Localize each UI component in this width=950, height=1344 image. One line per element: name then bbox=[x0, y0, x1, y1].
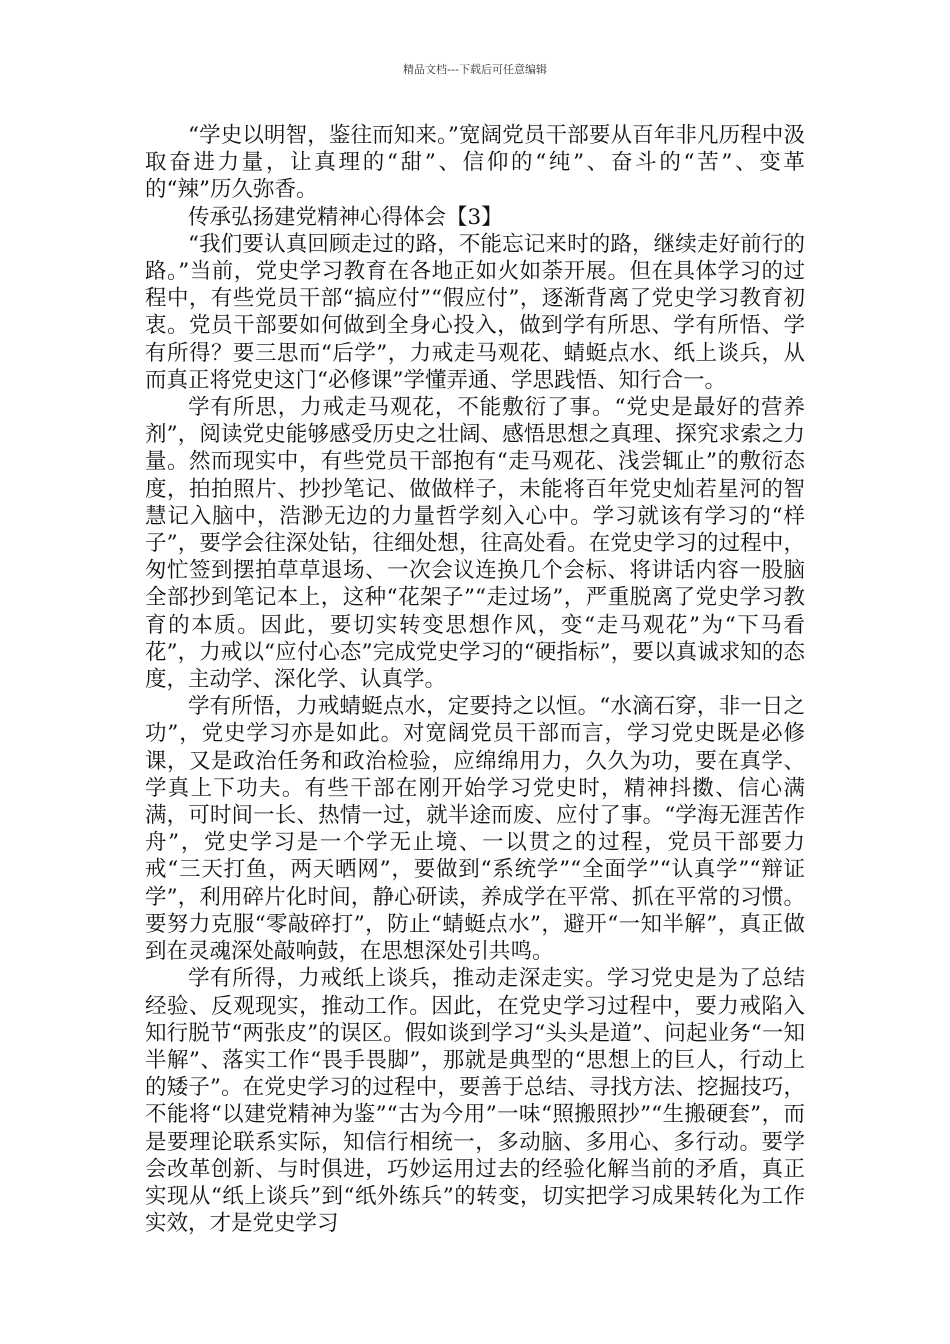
paragraph-1: “我们要认真回顾走过的路，不能忘记来时的路，继续走好前行的路。”当前，党史学习教育在各地正如火如荼开展。但在具体学习的过程中，有些党员干部“搞应付”“假应付”，逐渐背离了党史学习教育初衷。党员干部要如何做到全身心投入，做到学有所思、学有所悟、学有所得？要三思而“后学”，力戒走马观花、蜻蜓点水、纸上谈兵，从而真正将党史这门“必修课”学懂弄通、学思践悟、知行合一。 bbox=[145, 231, 805, 393]
paragraph-4: 学有所得，力戒纸上谈兵，推动走深走实。学习党史是为了总结经验、反观现实，推动工作。因此，在党史学习过程中，要力戒陷入知行脱节“两张皮”的误区。假如谈到学习“头头是道”、问起业务“一知半解”、落实工作“畏手畏脚”，那就是典型的“思想上的巨人，行动上的矮子”。在党史学习的过程中，要善于总结、寻找方法、挖掘技巧，不能将“以建党精神为鉴”“古为今用”一味“照搬照抄”“生搬硬套”，而是要理论联系实际，知信行相统一，多动脑、多用心、多行动。要学会改革创新、与时俱进，巧妙运用过去的经验化解当前的矛盾，真正实现从“纸上谈兵”到“纸外练兵”的转变，切实把学习成果转化为工作实效，才是党史学习 bbox=[145, 966, 806, 1237]
section-heading: 传承弘扬建党精神心得体会【3】 bbox=[188, 204, 503, 230]
paragraph-3: 学有所悟，力戒蜻蜓点水，定要持之以恒。“水滴石穿，非一日之功”，党史学习亦是如此。对宽阔党员干部而言，学习党史既是必修课，又是政治任务和政治检验，应绵绵用力，久久为功，要在真学、学真上下功夫。有些干部在刚开始学习党史时，精神抖擞、信心满满，可时间一长、热情一过，就半途而废、应付了事。“学海无涯苦作舟”，党史学习是一个学无止境、一以贯之的过程，党员干部要力戒“三天打鱼，两天晒网”，要做到“系统学”“全面学”“认真学”“辩证学”，利用碎片化时间，静心研读，养成学在平常、抓在平常的习惯。要努力克服“零敲碎打”，防止“蜻蜓点水”，避开“一知半解”，真正做到在灵魂深处敲响鼓，在思想深处引共鸣。 bbox=[145, 694, 805, 965]
intro-paragraph: “学史以明智，鉴往而知来。”宽阔党员干部要从百年非凡历程中汲取奋进力量，让真理的“甜”、信仰的“纯”、奋斗的“苦”、变革的“辣”历久弥香。 bbox=[145, 123, 805, 203]
page-header: 精品文档---下载后可任意编辑 bbox=[403, 63, 547, 76]
paragraph-2: 学有所思，力戒走马观花，不能敷衍了事。“党史是最好的营养剂”，阅读党史能够感受历史之壮阔、感悟思想之真理、探究求索之力量。然而现实中，有些党员干部抱有“走马观花、浅尝辄止”的敷衍态度，拍拍照片、抄抄笔记、做做样子，未能将百年党史灿若星河的智慧记入脑中，浩渺无边的力量哲学刻入心中。学习就该有学习的“样子”，要学会往深处钻，往细处想，往高处看。在党史学习的过程中，匆忙签到摆拍草草退场、一次会议连换几个会标、将讲话内容一股脑全部抄到笔记本上，这种“花架子”“走过场”，严重脱离了党史学习教育的本质。因此，要切实转变思想作风，变“走马观花”为“下马看花”，力戒以“应付心态”完成党史学习的“硬指标”，要以真诚求知的态度，主动学、深化学、认真学。 bbox=[145, 395, 805, 693]
document-body bbox=[145, 122, 805, 1237]
